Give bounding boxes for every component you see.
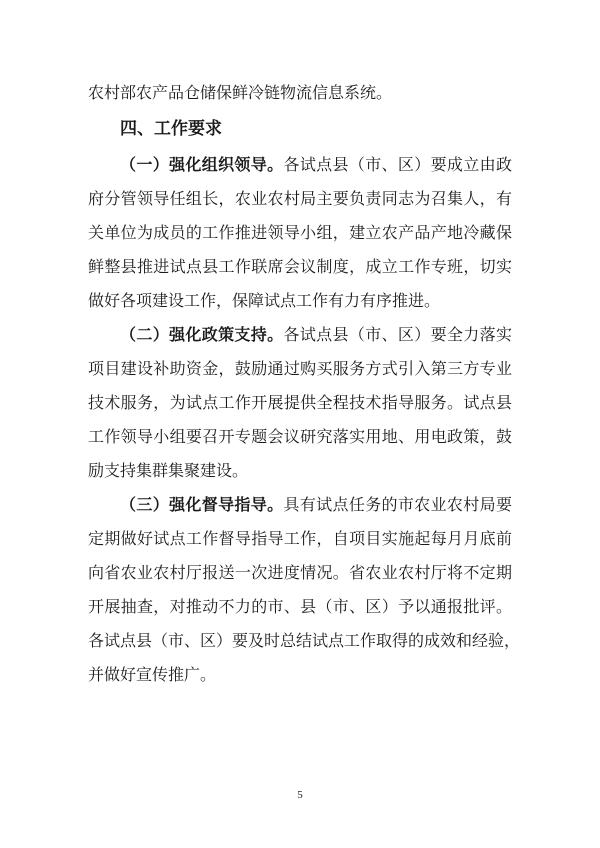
paragraph-line — [88, 427, 512, 447]
paragraph-line — [88, 189, 512, 209]
paragraph-line — [120, 155, 512, 175]
paragraph-text: 并做好宣传推广。 — [88, 665, 217, 684]
section-heading — [120, 119, 512, 139]
paragraph-text: 鲜整县推进试点县工作联席会议制度，成立工作专班，切实 — [88, 257, 512, 276]
paragraph-line — [88, 257, 512, 277]
paragraph-line — [88, 665, 512, 685]
paragraph-text: 关单位为成员的工作推进领导小组，建立农产品产地冷藏保 — [88, 223, 512, 242]
paragraph-line — [88, 393, 512, 413]
paragraph-heading: （二）强化政策支持。 — [120, 325, 284, 344]
paragraph-text: 项目建设补助资金，鼓励通过购买服务方式引入第三方专业 — [88, 359, 512, 378]
paragraph-text: 开展抽查，对推动不力的市、县（市、区）予以通报批评。 — [88, 597, 512, 616]
paragraph-text: 工作领导小组要召开专题会议研究落实用地、用电政策，鼓 — [88, 427, 512, 446]
paragraph-line — [88, 529, 512, 549]
paragraph-text: 各试点县（市、区）要成立由政 — [283, 155, 512, 174]
carryover-text: 农村部农产品仓储保鲜冷链物流信息系统。 — [88, 83, 393, 102]
paragraph-text: 励支持集群集聚建设。 — [88, 461, 249, 480]
paragraph-text: 各试点县（市、区）要全力落实 — [283, 325, 512, 344]
paragraph-line — [88, 597, 512, 617]
paragraph-text: 做好各项建设工作，保障试点工作有力有序推进。 — [88, 291, 441, 310]
paragraph-line — [88, 631, 521, 651]
paragraph-line — [88, 291, 512, 311]
paragraph-line — [120, 325, 512, 345]
section-heading-text: 四、工作要求 — [120, 119, 222, 139]
paragraph-line — [88, 359, 512, 379]
paragraph-text: 向省农业农村厅报送一次进度情况。省农业农村厅将不定期 — [88, 563, 512, 582]
page-number: 5 — [297, 789, 303, 801]
paragraph-line — [88, 461, 512, 481]
paragraph-line — [88, 83, 512, 103]
paragraph-text: 具有试点任务的市农业农村局要 — [283, 495, 512, 514]
paragraph-text: 府分管领导任组长，农业农村局主要负责同志为召集人，有 — [88, 189, 512, 208]
paragraph-line — [88, 223, 512, 243]
paragraph-line — [120, 495, 512, 515]
paragraph-heading: （三）强化督导指导。 — [120, 495, 284, 514]
paragraph-text: 定期做好试点工作督导指导工作，自项目实施起每月月底前 — [88, 529, 512, 548]
paragraph-heading: （一）强化组织领导。 — [120, 155, 284, 174]
paragraph-text: 技术服务，为试点工作开展提供全程技术指导服务。试点县 — [88, 393, 512, 412]
paragraph-text: 各试点县（市、区）要及时总结试点工作取得的成效和经验， — [88, 631, 521, 650]
paragraph-line — [88, 563, 512, 583]
